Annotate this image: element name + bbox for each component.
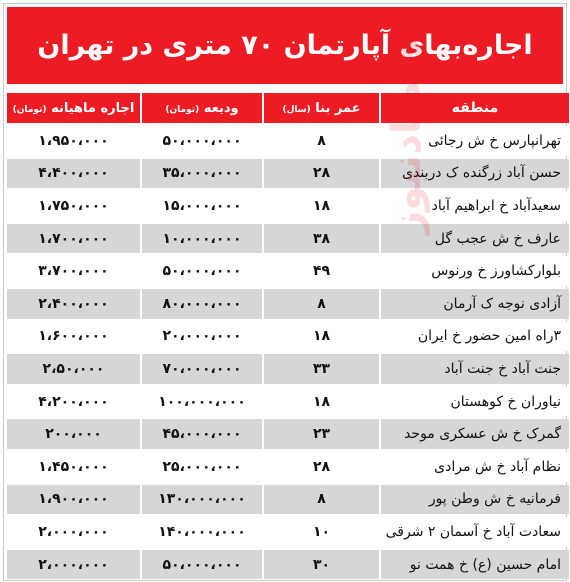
cell-rent: ۲،۴۰۰،۰۰۰ [7, 289, 140, 319]
cell-region: بلوارکشاورز خ ورنوس [379, 256, 569, 286]
cell-region: حسن آباد زرگنده ک دربندی [379, 159, 569, 189]
cell-rent: ۲،۰۰۰،۰۰۰ [7, 517, 140, 547]
header-rent-unit: (تومان) [12, 104, 47, 115]
table-row [7, 550, 569, 580]
cell-region: امام حسین (ع) خ همت نو [379, 550, 569, 580]
header-region-label: منطقه [451, 100, 499, 116]
cell-age: ۸ [262, 485, 379, 515]
cell-rent: ۱،۹۰۰،۰۰۰ [7, 485, 140, 515]
table-row [7, 387, 569, 417]
cell-age: ۳۸ [262, 224, 379, 254]
cell-rent: ۱،۴۵۰،۰۰۰ [7, 452, 140, 482]
header-age-label: عمر بنا [315, 100, 361, 116]
cell-rent: ۲۰۰،۰۰۰ [7, 419, 140, 449]
cell-deposit: ۳۵،۰۰۰،۰۰۰ [140, 159, 262, 189]
cell-deposit: ۱۴۰،۰۰۰،۰۰۰ [140, 517, 262, 547]
cell-deposit: ۱۵،۰۰۰،۰۰۰ [140, 191, 262, 221]
cell-deposit: ۱۳۰،۰۰۰،۰۰۰ [140, 485, 262, 515]
cell-region: فرمانیه خ ش وطن پور [379, 485, 569, 515]
cell-region: سعیدآباد خ ابراهیم آباد [379, 191, 569, 221]
table-row [7, 289, 569, 319]
cell-region: گمرک خ ش عسکری موحد [379, 419, 569, 449]
cell-age: ۱۰ [262, 517, 379, 547]
cell-age: ۲۳ [262, 419, 379, 449]
table-row [7, 191, 569, 221]
cell-deposit: ۵۰،۰۰۰،۰۰۰ [140, 550, 262, 580]
table-row [7, 485, 569, 515]
table-row [7, 256, 569, 286]
cell-deposit: ۴۵،۰۰۰،۰۰۰ [140, 419, 262, 449]
cell-rent: ۲،۵۰،۰۰۰ [7, 354, 140, 384]
table-header-row [7, 93, 569, 123]
cell-age: ۳۳ [262, 354, 379, 384]
cell-age: ۱۸ [262, 322, 379, 352]
cell-age: ۸ [262, 289, 379, 319]
cell-region: عارف خ ش عجب گل [379, 224, 569, 254]
page-title: اجاره‌بهای آپارتمان ۷۰ متری در تهران [37, 30, 533, 61]
header-region [379, 93, 569, 123]
table-row [7, 322, 569, 352]
cell-rent: ۱،۹۵۰،۰۰۰ [7, 126, 140, 156]
table-row [7, 419, 569, 449]
cell-age: ۸ [262, 126, 379, 156]
cell-rent: ۱،۶۰۰،۰۰۰ [7, 322, 140, 352]
cell-rent: ۳،۷۰۰،۰۰۰ [7, 256, 140, 286]
cell-deposit: ۸۰،۰۰۰،۰۰۰ [140, 289, 262, 319]
cell-region: جنت آباد خ جنت آباد [379, 354, 569, 384]
cell-rent: ۴،۴۰۰،۰۰۰ [7, 159, 140, 189]
cell-age: ۱۸ [262, 387, 379, 417]
cell-rent: ۴،۲۰۰،۰۰۰ [7, 387, 140, 417]
cell-age: ۲۸ [262, 452, 379, 482]
cell-rent: ۱،۷۵۰،۰۰۰ [7, 191, 140, 221]
rent-table [7, 90, 569, 582]
cell-region: تهرانپارس خ ش رجائی [379, 126, 569, 156]
header-age-unit: (سال) [282, 104, 311, 115]
cell-rent: ۲،۰۰۰،۰۰۰ [7, 550, 140, 580]
cell-rent: ۱،۷۰۰،۰۰۰ [7, 224, 140, 254]
table-row [7, 224, 569, 254]
cell-region: آزادی نوجه ک آرمان [379, 289, 569, 319]
cell-age: ۳۰ [262, 550, 379, 580]
header-deposit-label: ودیعه [203, 100, 239, 116]
cell-age: ۲۸ [262, 159, 379, 189]
cell-region: نظام آباد خ ش مرادی [379, 452, 569, 482]
cell-deposit: ۱۰۰،۰۰۰،۰۰۰ [140, 387, 262, 417]
cell-deposit: ۱۰،۰۰۰،۰۰۰ [140, 224, 262, 254]
cell-region: سعادت آباد خ آسمان ۲ شرقی [379, 517, 569, 547]
cell-age: ۱۸ [262, 191, 379, 221]
header-deposit [140, 93, 262, 123]
table-row [7, 126, 569, 156]
table-row [7, 159, 569, 189]
cell-age: ۴۹ [262, 256, 379, 286]
header-rent-label: اجاره ماهیانه [51, 100, 135, 116]
table-row [7, 354, 569, 384]
title-banner [7, 7, 563, 84]
cell-deposit: ۵۰،۰۰۰،۰۰۰ [140, 256, 262, 286]
header-deposit-unit: (تومان) [165, 104, 200, 115]
header-age [262, 93, 379, 123]
cell-deposit: ۵۰،۰۰۰،۰۰۰ [140, 126, 262, 156]
cell-region: نیاوران خ کوهستان [379, 387, 569, 417]
header-rent [7, 93, 140, 123]
table-row [7, 517, 569, 547]
table-frame [3, 3, 567, 581]
cell-deposit: ۷۰،۰۰۰،۰۰۰ [140, 354, 262, 384]
cell-deposit: ۲۵،۰۰۰،۰۰۰ [140, 452, 262, 482]
table-row [7, 452, 569, 482]
cell-region: ۳راه امین حضور خ ایران [379, 322, 569, 352]
cell-deposit: ۲۰،۰۰۰،۰۰۰ [140, 322, 262, 352]
